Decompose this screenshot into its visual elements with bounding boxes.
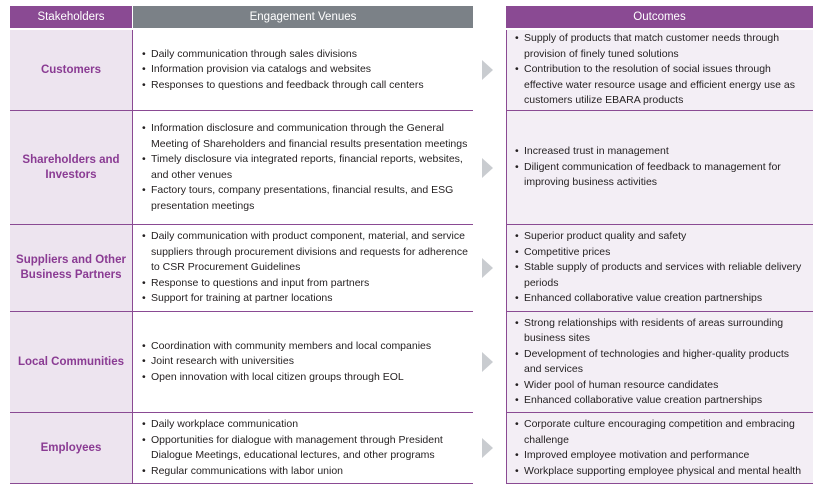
stakeholder-label: Local Communities xyxy=(10,312,133,412)
bullet-icon: • xyxy=(142,153,146,165)
outcome-text: Stable supply of products and services with reliable delivery periods xyxy=(524,261,802,289)
list-item xyxy=(515,291,813,307)
venue-text: Regular communications with labor union xyxy=(151,464,344,477)
outcome-text: Wider pool of human resource candidates xyxy=(524,378,719,391)
list-item xyxy=(142,464,473,480)
venue-text: Opportunities for dialogue with management through President Dialogue Meetings, educational lectures, and other programs xyxy=(151,433,443,461)
list-item xyxy=(142,183,473,214)
venue-text: Information provision via catalogs and websites xyxy=(151,63,372,76)
table-row xyxy=(10,225,813,311)
arrow-right-icon xyxy=(482,438,493,458)
engagement-venues-list xyxy=(133,312,473,412)
list-item xyxy=(142,433,473,464)
bullet-icon: • xyxy=(142,122,146,134)
list-item xyxy=(515,160,813,191)
outcomes-list xyxy=(506,413,813,483)
bullet-icon: • xyxy=(142,339,146,352)
outcome-text: Improved employee motivation and performance xyxy=(524,449,750,461)
arrow-right-icon xyxy=(482,352,493,372)
list-item xyxy=(142,121,473,152)
outcome-text: Competitive prices xyxy=(524,245,611,258)
list-item xyxy=(515,144,813,160)
list-item xyxy=(515,417,813,448)
bullet-icon: • xyxy=(515,292,519,305)
list-item xyxy=(515,448,813,464)
venue-text: Daily workplace communication xyxy=(151,418,299,430)
bullet-icon: • xyxy=(515,316,519,329)
venue-text: Coordination with community members and local companies xyxy=(151,339,432,352)
venue-text: Daily communication with product component, material, and service suppliers through procurement divisions and requests for adherence to CSR Procurement Guidelines xyxy=(151,230,468,274)
outcomes-list xyxy=(506,312,813,412)
bullet-icon: • xyxy=(515,160,519,173)
list-item xyxy=(142,78,473,94)
stakeholder-label: Employees xyxy=(10,413,133,483)
outcome-text: Corporate culture encouraging competition and embracing challenge xyxy=(524,418,795,446)
bullet-icon: • xyxy=(142,433,146,446)
bullet-icon: • xyxy=(515,245,519,258)
bullet-icon: • xyxy=(142,47,146,60)
venue-text: Support for training at partner locations xyxy=(151,292,333,305)
bullet-icon: • xyxy=(142,464,146,477)
bullet-icon: • xyxy=(515,32,519,45)
bullet-icon: • xyxy=(515,63,519,76)
venue-text: Responses to questions and feedback through call centers xyxy=(151,78,424,91)
engagement-venues-list xyxy=(133,225,473,311)
outcome-text: Superior product quality and safety xyxy=(524,230,687,243)
outcome-text: Enhanced collaborative value creation partnerships xyxy=(524,292,763,305)
row-divider xyxy=(10,483,473,484)
list-item xyxy=(515,347,813,378)
bullet-icon: • xyxy=(142,355,146,368)
outcome-text: Development of technologies and higher-quality products and services xyxy=(524,347,789,375)
list-item xyxy=(515,316,813,347)
venue-text: Joint research with universities xyxy=(151,355,294,368)
outcome-text: Diligent communication of feedback to management for improving business activities xyxy=(524,160,781,189)
table-row xyxy=(10,413,813,483)
list-item xyxy=(515,245,813,261)
list-item xyxy=(142,229,473,276)
outcome-text: Workplace supporting employee physical and mental health xyxy=(524,464,802,477)
arrow-right-icon xyxy=(482,60,493,80)
list-item xyxy=(142,291,473,307)
venue-text: Information disclosure and communication through the General Meeting of Shareholders and financial results presentation meetings xyxy=(151,122,468,150)
header-outcomes: Outcomes xyxy=(506,6,813,28)
venue-text: Factory tours, company presentations, financial results, and ESG presentation meetings xyxy=(151,184,454,212)
list-item xyxy=(142,47,473,63)
table-row xyxy=(10,312,813,412)
list-item xyxy=(142,417,473,433)
list-item xyxy=(515,62,813,109)
list-item xyxy=(515,464,813,480)
bullet-icon: • xyxy=(142,230,146,243)
stakeholder-label: Shareholders and Investors xyxy=(10,111,133,224)
stakeholder-label: Customers xyxy=(10,30,133,110)
bullet-icon: • xyxy=(515,347,519,360)
list-item xyxy=(515,260,813,291)
list-item xyxy=(515,393,813,409)
outcome-text: Enhanced collaborative value creation partnerships xyxy=(524,394,763,406)
bullet-icon: • xyxy=(142,63,146,76)
list-item xyxy=(515,31,813,62)
engagement-venues-list xyxy=(133,413,473,483)
row-divider xyxy=(506,483,813,484)
bullet-icon: • xyxy=(515,449,519,461)
list-item xyxy=(142,152,473,183)
list-item xyxy=(142,276,473,292)
outcome-text: Increased trust in management xyxy=(524,145,669,158)
bullet-icon: • xyxy=(515,378,519,391)
arrow-right-icon xyxy=(482,258,493,278)
engagement-venues-list xyxy=(133,30,473,110)
outcome-text: Contribution to the resolution of social issues through effective water resource usage and efficient energy use as customers utilize EBARA products xyxy=(524,63,796,107)
table-row xyxy=(10,30,813,110)
stakeholder-label: Suppliers and Other Business Partners xyxy=(10,225,133,311)
bullet-icon: • xyxy=(142,292,146,305)
bullet-icon: • xyxy=(142,370,146,383)
bullet-icon: • xyxy=(515,145,519,158)
bullet-icon: • xyxy=(515,261,519,274)
bullet-icon: • xyxy=(142,184,146,196)
header-engagement-venues: Engagement Venues xyxy=(133,6,473,28)
outcome-text: Strong relationships with residents of areas surrounding business sites xyxy=(524,316,784,344)
venue-text: Response to questions and input from partners xyxy=(151,276,370,289)
bullet-icon: • xyxy=(142,418,146,430)
list-item xyxy=(515,229,813,245)
venue-text: Open innovation with local citizen groups through EOL xyxy=(151,370,404,383)
header-stakeholders: Stakeholders xyxy=(10,6,132,28)
bullet-icon: • xyxy=(515,394,519,406)
list-item xyxy=(142,370,473,386)
venue-text: Daily communication through sales divisions xyxy=(151,47,358,60)
list-item xyxy=(142,339,473,355)
venue-text: Timely disclosure via integrated reports, financial reports, websites, and other venues xyxy=(151,153,463,181)
outcome-text: Supply of products that match customer needs through provision of finely tuned solutions xyxy=(524,32,780,60)
engagement-venues-list xyxy=(133,111,473,224)
table-row xyxy=(10,111,813,224)
list-item xyxy=(142,354,473,370)
outcomes-list xyxy=(506,225,813,311)
bullet-icon: • xyxy=(142,78,146,91)
bullet-icon: • xyxy=(515,464,519,477)
bullet-icon: • xyxy=(515,418,519,430)
outcomes-list xyxy=(506,30,813,110)
arrow-right-icon xyxy=(482,158,493,178)
bullet-icon: • xyxy=(142,276,146,289)
outcomes-list xyxy=(506,111,813,224)
bullet-icon: • xyxy=(515,230,519,243)
list-item xyxy=(515,378,813,394)
list-item xyxy=(142,62,473,78)
